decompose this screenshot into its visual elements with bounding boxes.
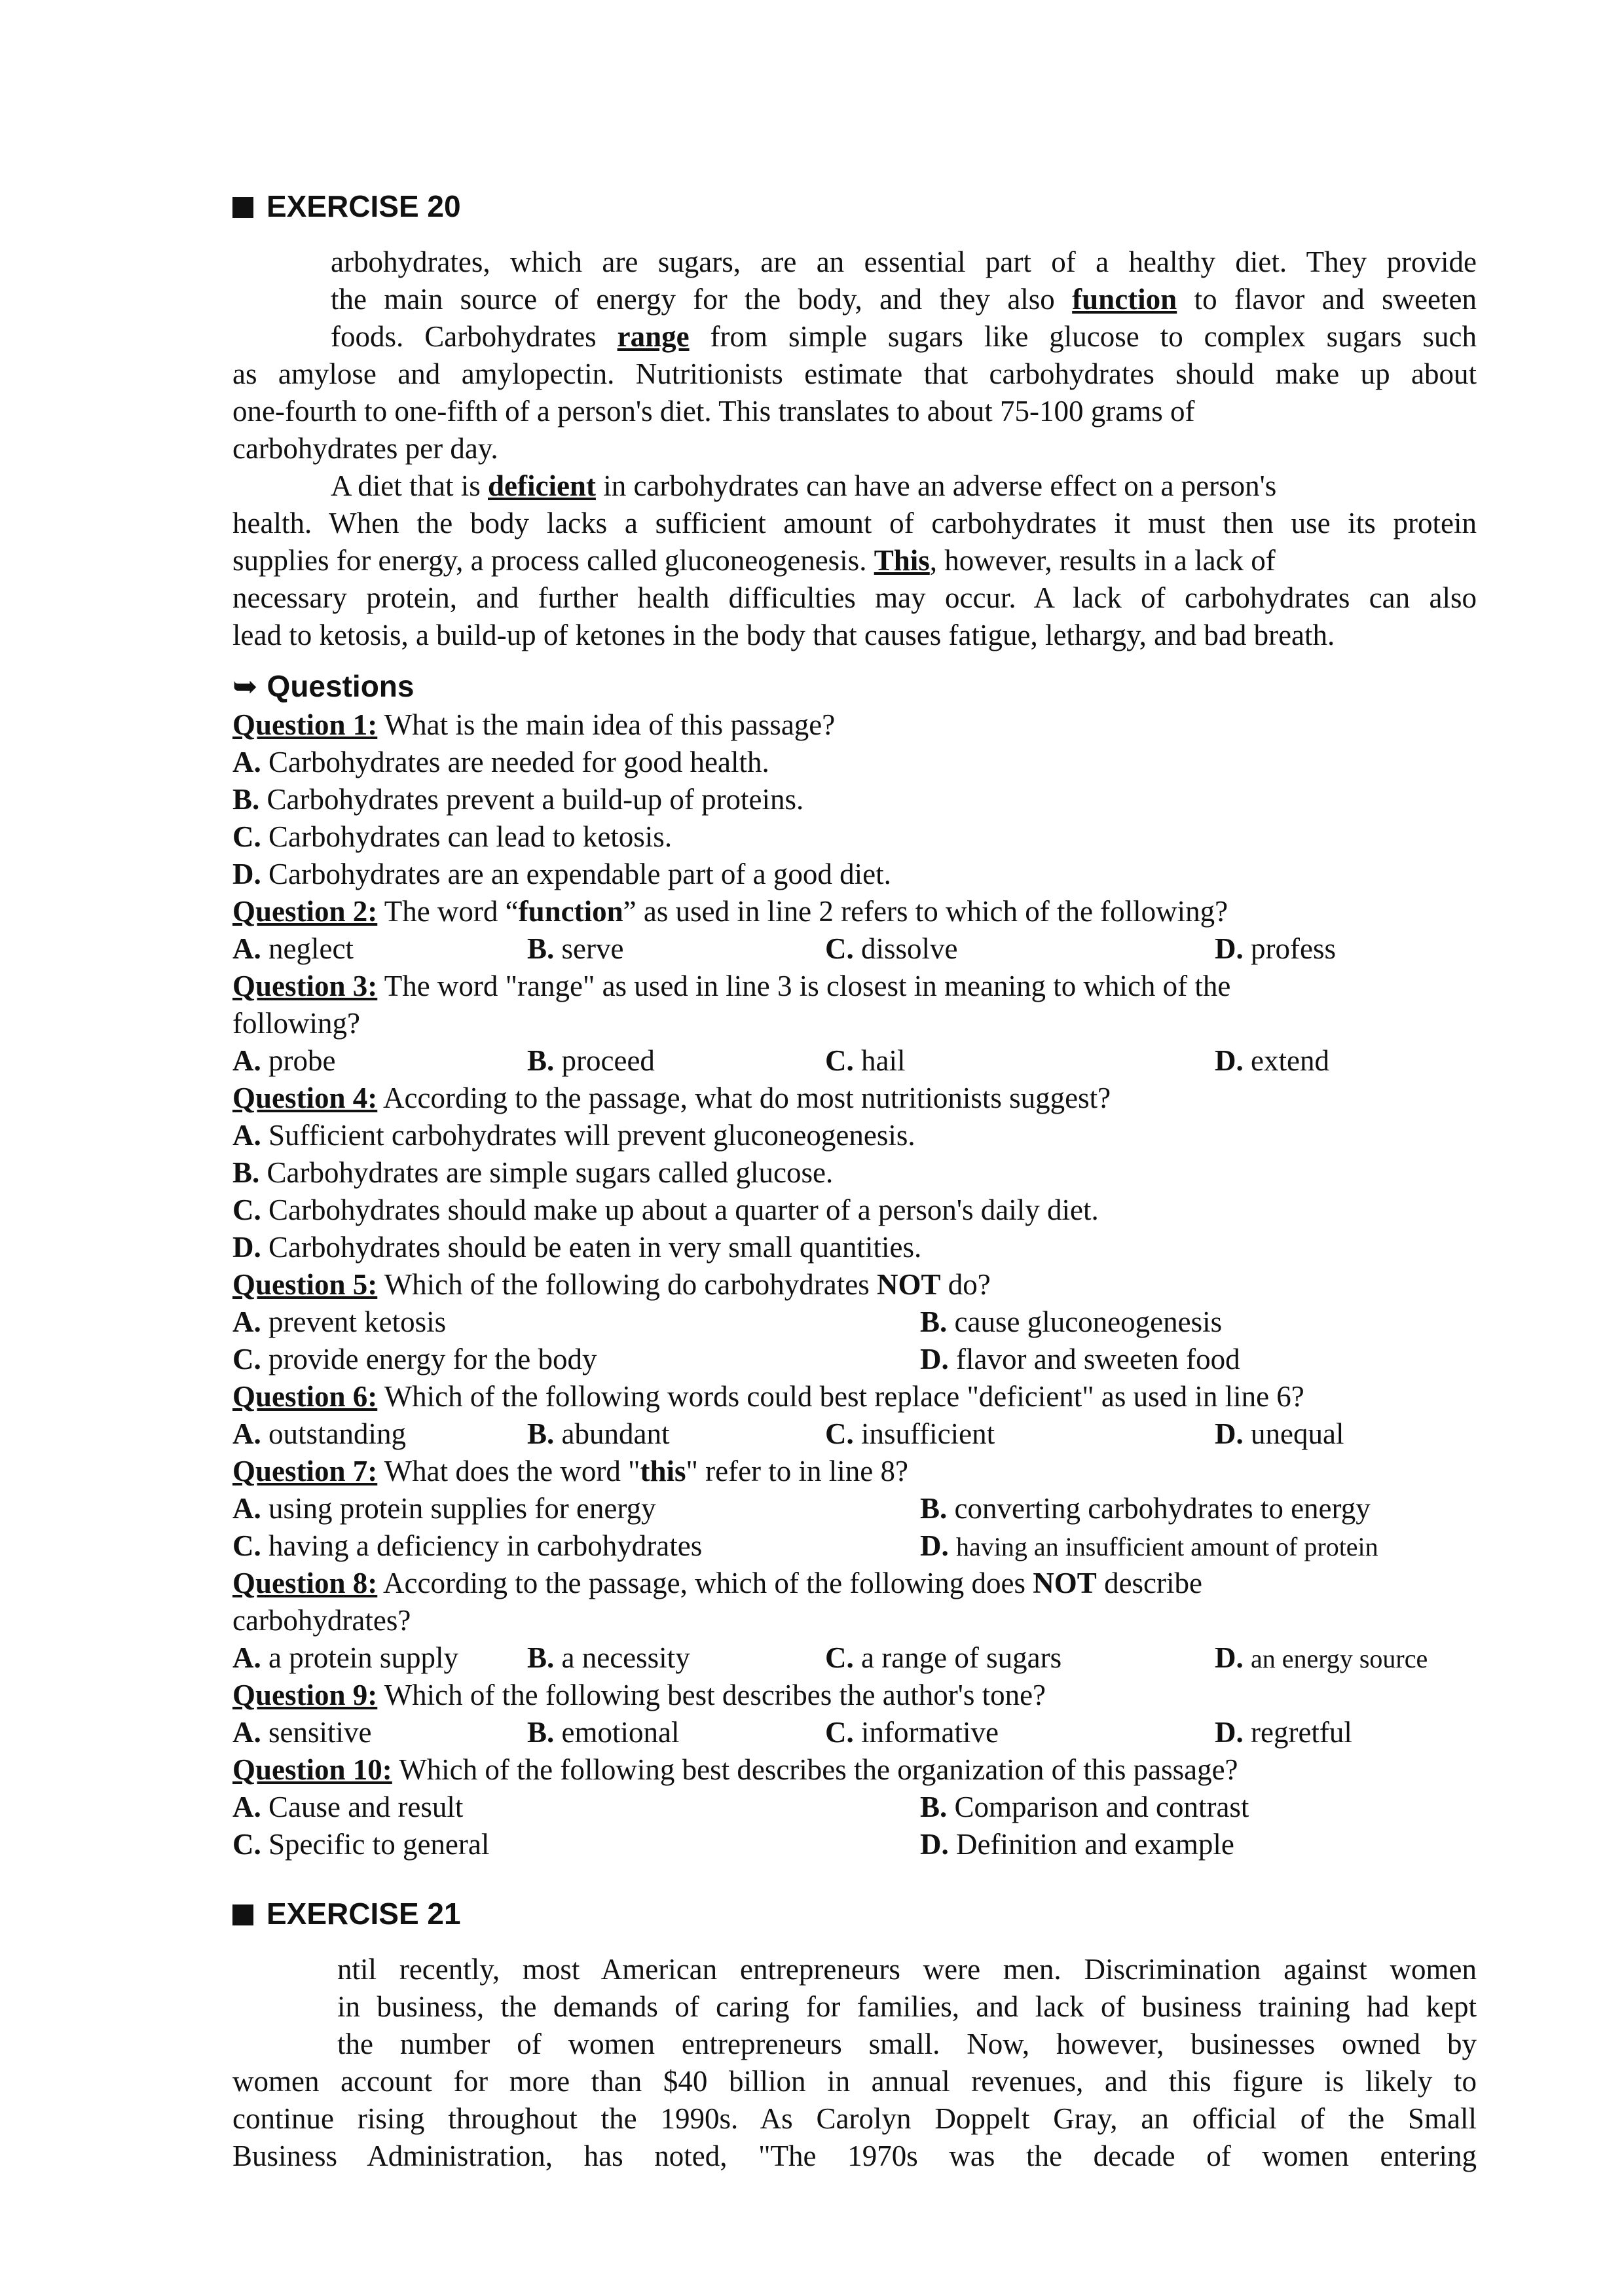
q10-option-b: B. Comparison and contrast <box>920 1791 1249 1823</box>
q5-option-d: D. flavor and sweeten food <box>920 1343 1240 1376</box>
q6-option-a: A. outstanding <box>232 1417 406 1450</box>
q4-option-d: D. Carbohydrates should be eaten in very small quantities. <box>232 1231 922 1264</box>
q2-option-c: C. dissolve <box>825 932 958 965</box>
q2-option-b: B. serve <box>527 932 624 965</box>
passage-line: ntil recently, most American entrepreneurs were men. Discrimination against women <box>337 1953 1477 1986</box>
q3-option-a: A. probe <box>232 1044 336 1077</box>
passage-line: carbohydrates per day. <box>232 432 498 465</box>
keyword-function: function <box>1072 283 1177 316</box>
square-bullet-icon <box>232 197 253 218</box>
q2-option-a: A. neglect <box>232 932 354 965</box>
q1-option-c: C. Carbohydrates can lead to ketosis. <box>232 820 673 853</box>
q1-option-d: D. Carbohydrates are an expendable part of a good diet. <box>232 858 891 890</box>
passage-line: the main source of energy for the body, and they also function to flavor and sweeten <box>331 283 1477 316</box>
question-5: Question 5: Which of the following do carbohydrates NOT do? <box>232 1268 991 1301</box>
q7-option-d: D. having an insufficient amount of protein <box>920 1529 1378 1562</box>
passage-line: women account for more than $40 billion in annual revenues, and this figure is likely to <box>232 2065 1477 2098</box>
keyword-range: range <box>617 320 690 353</box>
passage-line: one-fourth to one-fifth of a person's diet. This translates to about 75-100 grams of <box>232 395 1195 428</box>
passage-line: continue rising throughout the 1990s. As Carolyn Doppelt Gray, an official of the Small <box>232 2102 1477 2135</box>
question-1: Question 1: What is the main idea of this passage? <box>232 708 836 741</box>
exercise-21-heading: EXERCISE 21 <box>232 1894 461 1933</box>
q4-option-c: C. Carbohydrates should make up about a quarter of a person's daily diet. <box>232 1194 1099 1226</box>
q5-option-b: B. cause gluconeogenesis <box>920 1305 1223 1338</box>
passage-line: A diet that is deficient in carbohydrates can have an adverse effect on a person's <box>331 469 1277 502</box>
q6-option-c: C. insufficient <box>825 1417 995 1450</box>
question-8-cont: carbohydrates? <box>232 1604 411 1637</box>
square-bullet-icon <box>232 1904 253 1925</box>
question-8: Question 8: According to the passage, which of the following does NOT describe <box>232 1567 1202 1599</box>
q9-option-c: C. informative <box>825 1716 999 1749</box>
passage-line: in business, the demands of caring for families, and lack of business training had kept <box>337 1990 1477 2023</box>
q6-option-d: D. unequal <box>1215 1417 1344 1450</box>
q4-option-a: A. Sufficient carbohydrates will prevent gluconeogenesis. <box>232 1119 915 1152</box>
keyword-this: This <box>874 544 930 577</box>
keyword-deficient: deficient <box>488 469 596 502</box>
q3-option-d: D. extend <box>1215 1044 1329 1077</box>
q10-option-a: A. Cause and result <box>232 1791 464 1823</box>
q8-option-b: B. a necessity <box>527 1641 690 1674</box>
q9-option-a: A. sensitive <box>232 1716 372 1749</box>
passage-line: lead to ketosis, a build-up of ketones in the body that causes fatigue, lethargy, and bad breath. <box>232 619 1335 651</box>
passage-line: as amylose and amylopectin. Nutritionists estimate that carbohydrates should make up about <box>232 357 1477 390</box>
q8-option-a: A. a protein supply <box>232 1641 458 1674</box>
q3-option-b: B. proceed <box>527 1044 655 1077</box>
q3-option-c: C. hail <box>825 1044 906 1077</box>
q9-option-b: B. emotional <box>527 1716 680 1749</box>
passage-line: foods. Carbohydrates range from simple sugars like glucose to complex sugars such <box>331 320 1477 353</box>
passage-line: health. When the body lacks a sufficient amount of carbohydrates it must then use its protein <box>232 507 1477 539</box>
q8-option-d: D. an energy source <box>1215 1641 1428 1674</box>
q4-option-b: B. Carbohydrates are simple sugars called glucose. <box>232 1156 834 1189</box>
q1-option-a: A. Carbohydrates are needed for good health. <box>232 746 769 778</box>
q8-option-c: C. a range of sugars <box>825 1641 1062 1674</box>
passage-line: supplies for energy, a process called gluconeogenesis. This, however, results in a lack of <box>232 544 1276 577</box>
passage-line: arbohydrates, which are sugars, are an essential part of a healthy diet. They provide <box>331 246 1477 278</box>
q10-option-c: C. Specific to general <box>232 1828 490 1861</box>
q7-option-c: C. having a deficiency in carbohydrates <box>232 1529 703 1562</box>
question-10: Question 10: Which of the following best describes the organization of this passage? <box>232 1753 1238 1786</box>
q5-option-a: A. prevent ketosis <box>232 1305 447 1338</box>
question-3-cont: following? <box>232 1007 360 1040</box>
question-2: Question 2: The word “function” as used in line 2 refers to which of the following? <box>232 895 1228 928</box>
passage-line: necessary protein, and further health difficulties may occur. A lack of carbohydrates can also <box>232 581 1477 614</box>
q7-option-b: B. converting carbohydrates to energy <box>920 1492 1371 1525</box>
passage-line: Business Administration, has noted, "The 1970s was the decade of women entering <box>232 2140 1477 2172</box>
question-6: Question 6: Which of the following words could best replace "deficient" as used in line 6? <box>232 1380 1304 1413</box>
q6-option-b: B. abundant <box>527 1417 670 1450</box>
exercise-20-heading: EXERCISE 20 <box>232 187 461 226</box>
question-7: Question 7: What does the word "this" refer to in line 8? <box>232 1455 908 1487</box>
arrow-right-icon: ➥ <box>232 669 258 703</box>
q2-option-d: D. profess <box>1215 932 1336 965</box>
q5-option-c: C. provide energy for the body <box>232 1343 597 1376</box>
q10-option-d: D. Definition and example <box>920 1828 1234 1861</box>
question-9: Question 9: Which of the following best describes the author's tone? <box>232 1679 1046 1711</box>
passage-line: the number of women entrepreneurs small. Now, however, businesses owned by <box>337 2028 1477 2060</box>
question-4: Question 4: According to the passage, what do most nutritionists suggest? <box>232 1082 1111 1114</box>
q7-option-a: A. using protein supplies for energy <box>232 1492 656 1525</box>
q9-option-d: D. regretful <box>1215 1716 1352 1749</box>
question-3: Question 3: The word "range" as used in line 3 is closest in meaning to which of the <box>232 970 1231 1002</box>
questions-heading: ➥ Questions <box>232 669 415 703</box>
q1-option-b: B. Carbohydrates prevent a build-up of proteins. <box>232 783 804 816</box>
